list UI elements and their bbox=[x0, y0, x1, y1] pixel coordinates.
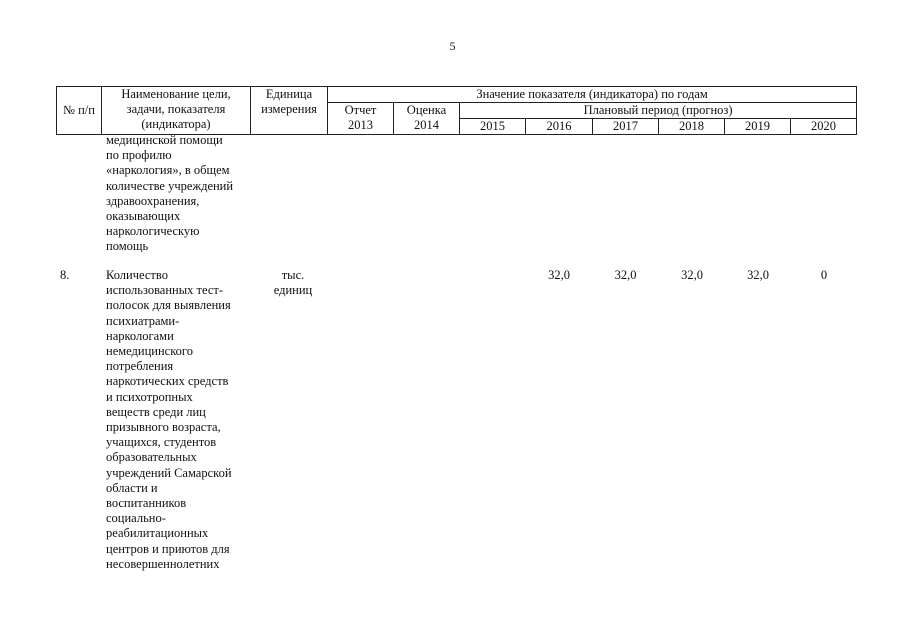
header-estimate: Оценка 2014 bbox=[394, 103, 460, 135]
header-year-2017: 2017 bbox=[593, 119, 659, 135]
page-number: 5 bbox=[449, 39, 456, 53]
header-report: Отчет 2013 bbox=[328, 103, 394, 135]
header-year-2020: 2020 bbox=[791, 119, 857, 135]
header-plan-group: Плановый период (прогноз) bbox=[460, 103, 857, 119]
header-year-2018: 2018 bbox=[659, 119, 725, 135]
row-8-value-2018: 32,0 bbox=[681, 268, 703, 282]
header-year-2019: 2019 bbox=[725, 119, 791, 135]
header-unit: Единица измерения bbox=[251, 87, 328, 135]
row-8-value-2017: 32,0 bbox=[614, 268, 637, 282]
row-8-value-2016: 32,0 bbox=[548, 268, 570, 282]
row-8-value-2020: 0 bbox=[820, 268, 828, 282]
continued-indicator-text: медицинской помощи по профилю «наркология», в общем количестве учреждений здравоохранения, оказывающих наркологическую помощь bbox=[106, 133, 234, 254]
row-8-indicator-name: Количество использованных тест- полосок для выявления психиатрами- наркологами немедицинского потребления наркотических средств и психотропных веществ среди лиц призывного возраста, учащихся, студентов образовательных учреждений Самарской области и воспитанников социально- реабилитационных центров и приютов для несовершеннолетних bbox=[106, 268, 232, 571]
header-values-group: Значение показателя (индикатора) по годам bbox=[328, 87, 857, 103]
header-year-2015: 2015 bbox=[460, 119, 526, 135]
indicator-table-header bbox=[56, 86, 857, 135]
header-year-2016: 2016 bbox=[526, 119, 593, 135]
row-8-number: 8. bbox=[60, 268, 70, 282]
header-name: Наименование цели, задачи, показателя (индикатора) bbox=[102, 87, 251, 135]
row-8-unit: тыс. единиц bbox=[273, 268, 313, 298]
header-number: № п/п bbox=[57, 87, 102, 135]
row-8-value-2019: 32,0 bbox=[747, 268, 769, 282]
